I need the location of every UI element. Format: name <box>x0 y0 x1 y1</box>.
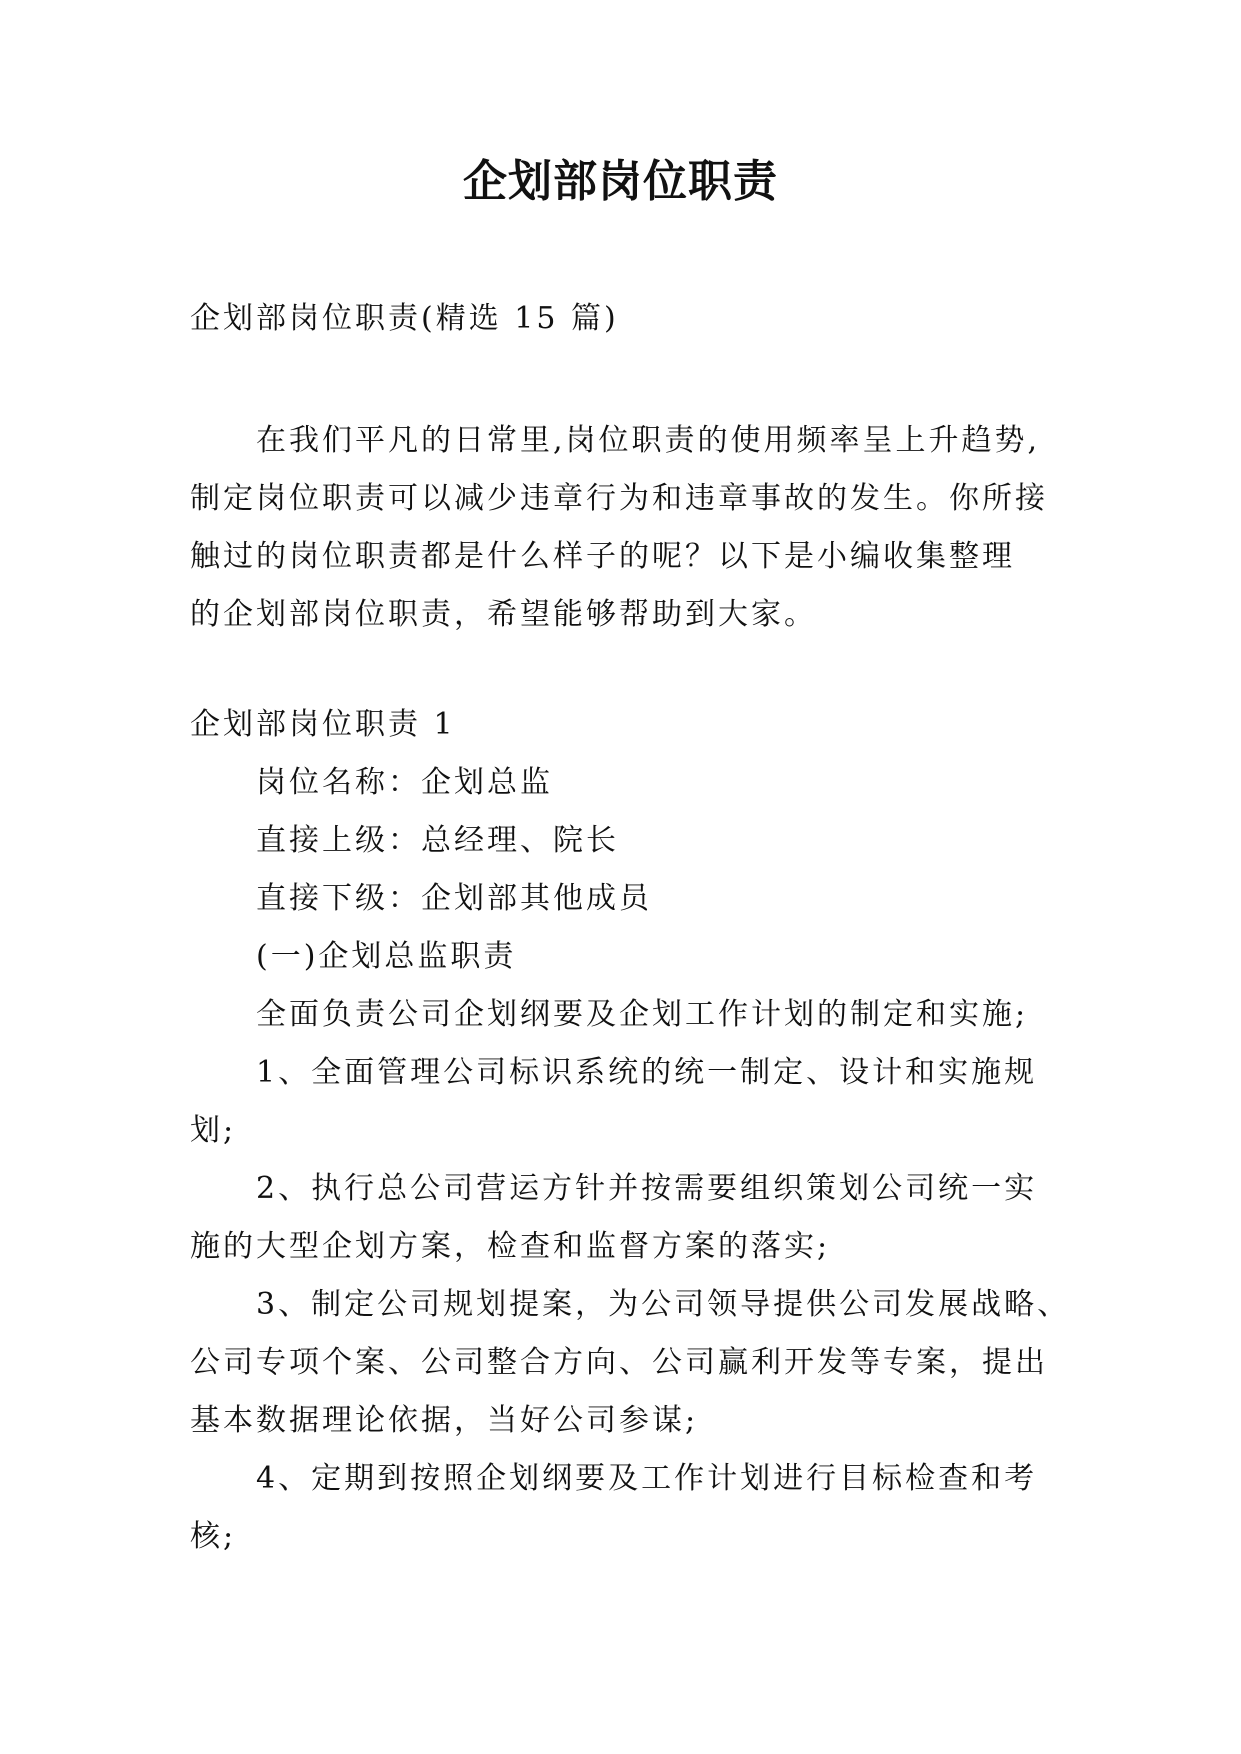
overview-paragraph: 全面负责公司企划纲要及企划工作计划的制定和实施; <box>256 997 1029 1032</box>
duty-line: 施的大型企划方案，检查和监督方案的落实; <box>190 1229 831 1264</box>
duty-line: 3、制定公司规划提案，为公司领导提供公司发展战略、 <box>256 1287 1071 1322</box>
intro-paragraph <box>190 412 1050 644</box>
intro-line: 触过的岗位职责都是什么样子的呢？以下是小编收集整理 <box>190 539 1015 574</box>
section-heading: 企划部岗位职责 1 <box>190 707 456 742</box>
document-body <box>190 290 1071 1566</box>
duty-item <box>190 1450 1050 1566</box>
duty-line: 4、定期到按照企划纲要及工作计划进行目标检查和考 <box>256 1461 1038 1496</box>
duty-line: 公司专项个案、公司整合方向、公司赢利开发等专案，提出 <box>190 1345 1048 1380</box>
duty-line: 基本数据理论依据，当好公司参谋; <box>190 1403 699 1438</box>
intro-line: 制定岗位职责可以减少违章行为和违章事故的发生。你所接 <box>190 481 1048 516</box>
direct-superior: 直接上级：总经理、院长 <box>256 823 619 858</box>
duty-line: 2、执行总公司营运方针并按需要组织策划公司统一实 <box>256 1171 1038 1206</box>
duty-line: 1、全面管理公司标识系统的统一制定、设计和实施规 <box>256 1055 1038 1090</box>
duty-line: 核; <box>190 1519 237 1554</box>
duty-item <box>190 1044 1050 1160</box>
spacer <box>190 644 1050 696</box>
duty-item <box>190 1160 1050 1276</box>
spacer <box>190 348 1050 412</box>
sub-heading: (一)企划总监职责 <box>256 939 517 974</box>
document-title: 企划部岗位职责 <box>463 156 778 207</box>
duty-item <box>190 1276 1071 1450</box>
intro-line: 的企划部岗位职责，希望能够帮助到大家。 <box>190 597 817 632</box>
duty-line: 划; <box>190 1113 237 1148</box>
post-name: 岗位名称：企划总监 <box>256 765 553 800</box>
document-subtitle: 企划部岗位职责(精选 15 篇) <box>190 301 619 336</box>
intro-line: 在我们平凡的日常里,岗位职责的使用频率呈上升趋势, <box>256 423 1041 458</box>
direct-subordinate: 直接下级：企划部其他成员 <box>256 881 652 916</box>
